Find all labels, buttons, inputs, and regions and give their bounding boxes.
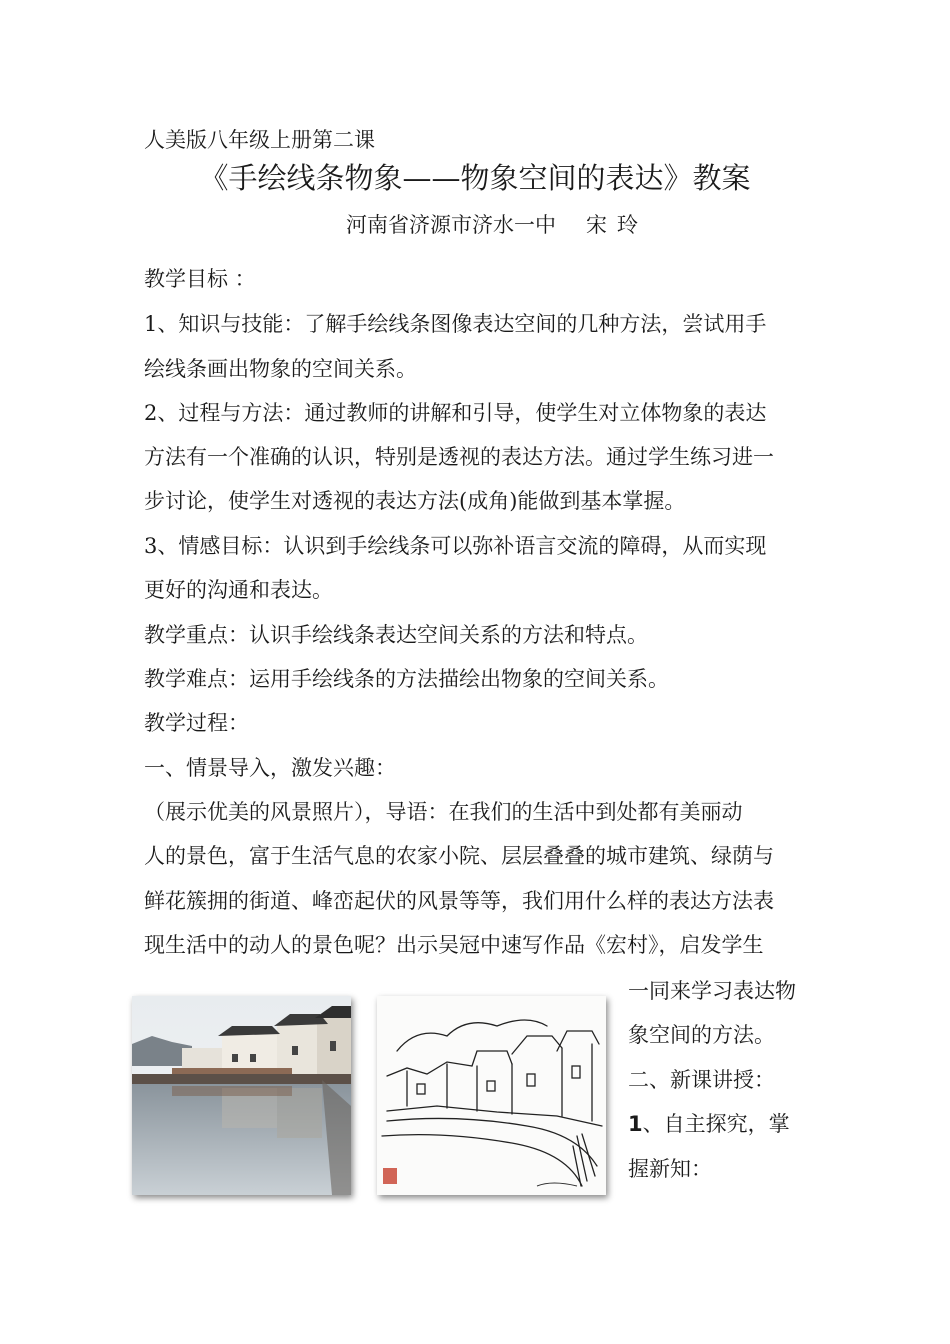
right-column-line: 一同来学习表达物: [628, 979, 796, 1003]
author-line: [346, 210, 648, 240]
paragraph-line: 更好的沟通和表达。: [144, 578, 333, 602]
lesson-header: 人美版八年级上册第二课: [144, 128, 375, 152]
right-column-line: 握新知：: [628, 1157, 712, 1181]
item-text: 、自主探究，掌: [642, 1112, 790, 1136]
paragraph-line: 2、过程与方法：通过教师的讲解和引导，使学生对立体物象的表达: [144, 401, 767, 425]
paragraph-line: 1、知识与技能：了解手绘线条图像表达空间的几种方法，尝试用手: [144, 312, 767, 336]
paragraph-line: 步讨论，使学生对透视的表达方法(成角)能做到基本掌握。: [144, 489, 686, 513]
paragraph-line: 一、情景导入，激发兴趣：: [144, 756, 396, 780]
paragraph-line: 教学过程：: [144, 711, 249, 735]
right-column-item: [628, 1109, 790, 1139]
paragraph-line: （展示优美的风景照片），导语：在我们的生活中到处都有美丽动: [144, 800, 743, 824]
paragraph-line: 教学难点：运用手绘线条的方法描绘出物象的空间关系。: [144, 667, 669, 691]
paragraph-line: 教学重点：认识手绘线条表达空间关系的方法和特点。: [144, 623, 648, 647]
sketch-artwork: [377, 996, 606, 1195]
item-number: 1: [628, 1112, 643, 1136]
author-name: 宋玲: [586, 213, 648, 237]
paragraph-line: 鲜花簇拥的街道、峰峦起伏的风景等等，我们用什么样的表达方法表: [144, 889, 774, 913]
paragraph-line: 现生活中的动人的景色呢？出示吴冠中速写作品《宏村》，启发学生: [144, 933, 764, 957]
author-school: 河南省济源市济水一中: [346, 213, 556, 237]
paragraph-line: 教学目标 ：: [144, 267, 256, 291]
document-title: 《手绘线条物象——物象空间的表达》教案: [199, 161, 751, 195]
paragraph-line: 绘线条画出物象的空间关系。: [144, 357, 417, 381]
landscape-photo: [132, 996, 351, 1195]
paragraph-line: 3、情感目标：认识到手绘线条可以弥补语言交流的障碍，从而实现: [144, 534, 767, 558]
right-column-line: 二、新课讲授：: [628, 1068, 775, 1092]
paragraph-line: 人的景色，富于生活气息的农家小院、层层叠叠的城市建筑、绿荫与: [144, 844, 774, 868]
right-column-line: 象空间的方法。: [628, 1023, 775, 1047]
paragraph-line: 方法有一个准确的认识，特别是透视的表达方法。通过学生练习进一: [144, 445, 774, 469]
